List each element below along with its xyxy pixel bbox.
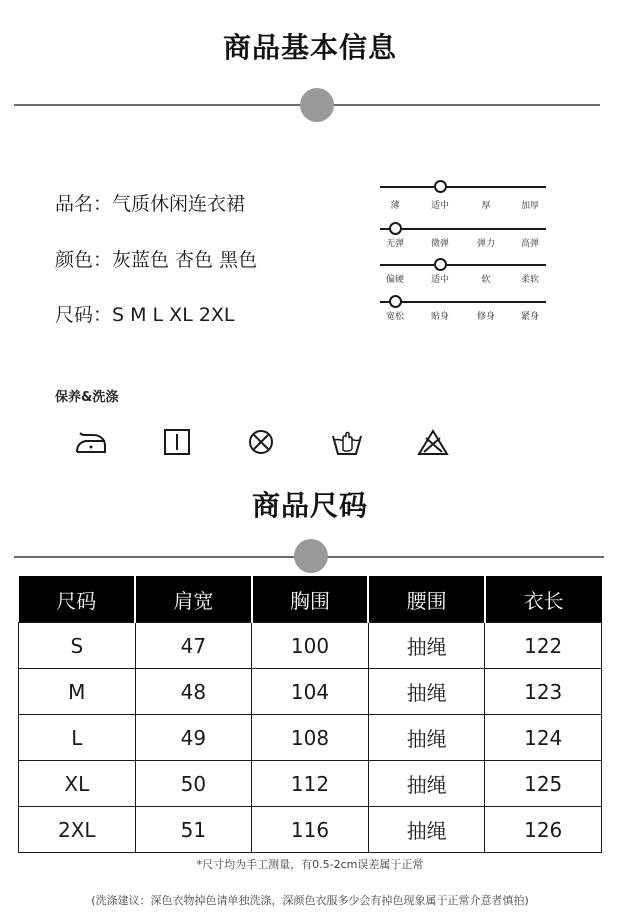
scale-option: 厚 (481, 201, 491, 211)
size-table (18, 576, 602, 853)
wash-advice-note: (洗涤建议：深色衣物掉色请单独洗涤，深颜色衣服多少会有掉色现象属于正常介意者慎拍) (91, 894, 529, 907)
table-cell: M (19, 669, 136, 715)
table-cell: 抽绳 (368, 715, 485, 761)
scale-option: 微弹 (430, 239, 449, 249)
no-tumble-dry-icon (244, 428, 278, 456)
divider-dot (300, 88, 334, 122)
scale-option: 紧身 (520, 312, 539, 322)
table-cell: 104 (252, 669, 369, 715)
table-cell: 2XL (19, 807, 136, 853)
scale-knob (434, 258, 447, 271)
table-cell: 116 (252, 807, 369, 853)
scale-option: 薄 (390, 201, 400, 211)
scale-line (380, 186, 546, 188)
scale-line (380, 301, 546, 303)
scale-option: 适中 (430, 201, 449, 211)
color-label: 颜色： (55, 249, 113, 271)
basic-info-title: 商品基本信息 (222, 31, 397, 64)
table-row (19, 623, 602, 669)
scale-option: 柔软 (520, 275, 539, 285)
header-length: 衣长 (485, 576, 602, 623)
scale-line (380, 228, 546, 230)
scale-option: 适中 (430, 275, 449, 285)
scale-option: 软 (481, 275, 491, 285)
scale-option: 宽松 (385, 312, 404, 322)
table-header-row (19, 576, 602, 623)
table-cell: 108 (252, 715, 369, 761)
size-value: S M L XL 2XL (112, 304, 235, 326)
scale-knob (389, 295, 402, 308)
table-cell: 100 (252, 623, 369, 669)
table-cell: 抽绳 (368, 623, 485, 669)
product-name-row (55, 189, 245, 216)
scale-option: 修身 (476, 312, 495, 322)
table-cell: 112 (252, 761, 369, 807)
color-value: 灰蓝色 杏色 黑色 (112, 249, 258, 271)
table-row (19, 715, 602, 761)
scale-option: 弹力 (476, 239, 495, 249)
color-row (55, 245, 257, 272)
scale-option: 无弹 (385, 239, 404, 249)
table-cell: S (19, 623, 136, 669)
table-cell: XL (19, 761, 136, 807)
scale-option: 贴身 (430, 312, 449, 322)
table-cell: 122 (485, 623, 602, 669)
table-cell: 抽绳 (368, 669, 485, 715)
table-cell: 51 (135, 807, 252, 853)
table-cell: 126 (485, 807, 602, 853)
table-cell: 49 (135, 715, 252, 761)
table-cell: 125 (485, 761, 602, 807)
header-chest: 胸围 (252, 576, 369, 623)
product-name-value: 气质休闲连衣裙 (112, 193, 246, 215)
header-size: 尺码 (19, 576, 136, 623)
table-cell: 50 (135, 761, 252, 807)
table-row (19, 669, 602, 715)
table-cell: 124 (485, 715, 602, 761)
table-row (19, 807, 602, 853)
header-shoulder: 肩宽 (135, 576, 252, 623)
scale-knob (389, 222, 402, 235)
care-title: 保养&洗涤 (55, 390, 119, 405)
measurement-note: *尺寸均为手工测量，有0.5-2cm误差属于正常 (196, 858, 424, 871)
table-cell: 抽绳 (368, 807, 485, 853)
scale-option: 高弹 (520, 239, 539, 249)
header-waist: 腰围 (368, 576, 485, 623)
iron-low-icon (74, 428, 108, 456)
line-dry-icon (160, 428, 194, 456)
table-cell: L (19, 715, 136, 761)
table-cell: 抽绳 (368, 761, 485, 807)
no-bleach-icon (416, 428, 450, 456)
divider-dot (294, 539, 328, 573)
table-cell: 123 (485, 669, 602, 715)
table-row (19, 761, 602, 807)
size-label: 尺码： (55, 304, 113, 326)
scale-option: 偏硬 (385, 275, 404, 285)
table-cell: 47 (135, 623, 252, 669)
table-cell: 48 (135, 669, 252, 715)
size-chart-title: 商品尺码 (251, 489, 368, 522)
hand-wash-icon (330, 428, 364, 456)
scale-option: 加厚 (520, 201, 539, 211)
scale-knob (434, 180, 447, 193)
scale-line (380, 264, 546, 266)
size-row (55, 300, 235, 327)
product-name-label: 品名： (55, 193, 113, 215)
